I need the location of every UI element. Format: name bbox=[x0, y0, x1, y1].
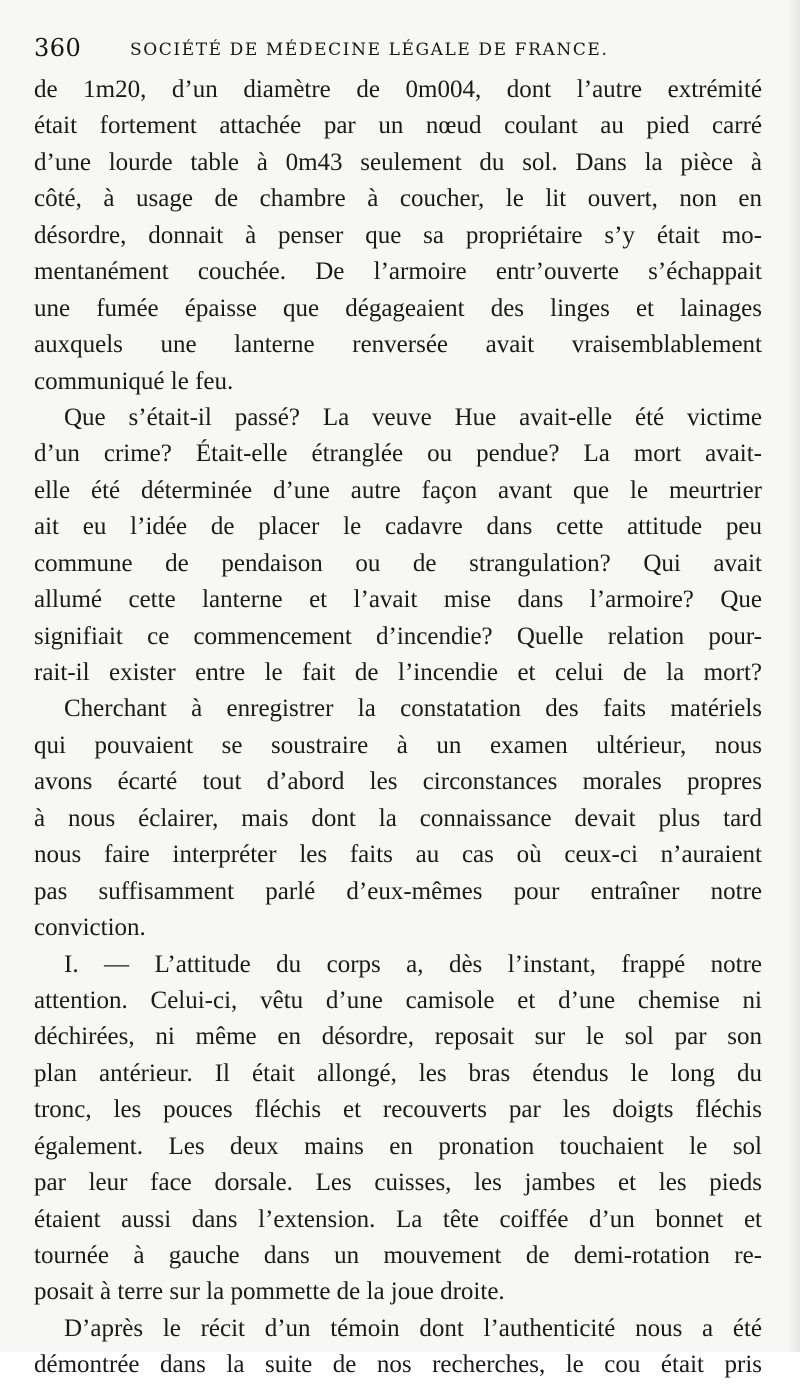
text-line: auxquels une lanterne renversée avait vraisemblablement bbox=[34, 331, 762, 359]
text-line: commune de pendaison ou de strangulation? Qui avait bbox=[34, 549, 762, 577]
text-line: communiqué le feu. bbox=[34, 367, 234, 395]
text-line: signifiait ce commencement d’incendie? Quelle relation pour- bbox=[34, 622, 762, 650]
text-line: également. Les deux mains en pronation touchaient le sol bbox=[34, 1132, 762, 1160]
text-line: d’une lourde table à 0m43 seulement du sol. Dans la pièce à bbox=[34, 148, 762, 176]
text-line: posait à terre sur la pommette de la joue droite. bbox=[34, 1278, 505, 1306]
text-line: I. — L’attitude du corps a, dès l’instant, frappé notre bbox=[64, 950, 762, 978]
paragraph bbox=[34, 691, 762, 946]
text-line: qui pouvaient se soustraire à un examen ultérieur, nous bbox=[34, 731, 762, 759]
paragraph bbox=[34, 72, 762, 400]
text-line: tronc, les pouces fléchis et recouverts par les doigts fléchis bbox=[34, 1096, 762, 1124]
paragraph bbox=[34, 947, 762, 1311]
text-line: Cherchant à enregistrer la constatation des faits matériels bbox=[64, 695, 762, 723]
page-number: 360 bbox=[34, 34, 82, 62]
text-line: D’après le récit d’un témoin dont l’authenticité nous a été bbox=[64, 1314, 762, 1342]
text-line: mentanément couchée. De l’armoire entr’ouverte s’échappait bbox=[34, 258, 762, 286]
text-line: d’un crime? Était-elle étranglée ou pendue? La mort avait- bbox=[34, 440, 762, 468]
journal-title: SOCIÉTÉ DE MÉDECINE LÉGALE DE FRANCE. bbox=[130, 40, 609, 60]
text-line: déchirées, ni même en désordre, reposait sur le sol par son bbox=[34, 1023, 762, 1051]
text-line: Que s’était-il passé? La veuve Hue avait-elle été victime bbox=[64, 403, 762, 431]
body-text bbox=[34, 72, 762, 1384]
text-line: rait-il exister entre le fait de l’incendie et celui de la mort? bbox=[34, 659, 762, 686]
text-line: démontrée dans la suite de nos recherches, le cou était pris bbox=[34, 1351, 762, 1379]
text-line: par leur face dorsale. Les cuisses, les jambes et les pieds bbox=[34, 1169, 762, 1197]
text-line: une fumée épaisse que dégageaient des linges et lainages bbox=[34, 294, 762, 322]
running-header bbox=[34, 34, 754, 68]
text-line: ait eu l’idée de placer le cadavre dans cette attitude peu bbox=[34, 513, 762, 541]
text-line: nous faire interpréter les faits au cas où ceux-ci n’auraient bbox=[34, 841, 762, 869]
text-line: étaient aussi dans l’extension. La tête coiffée d’un bonnet et bbox=[34, 1205, 762, 1233]
text-line: attention. Celui-ci, vêtu d’une camisole et d’une chemise ni bbox=[34, 986, 762, 1014]
text-line: elle été déterminée d’une autre façon avant que le meurtrier bbox=[34, 476, 762, 504]
text-line: tournée à gauche dans un mouvement de demi-rotation re- bbox=[34, 1242, 762, 1269]
text-line: allumé cette lanterne et l’avait mise dans l’armoire? Que bbox=[34, 586, 762, 614]
text-line: conviction. bbox=[34, 914, 146, 942]
text-line: pas suffisamment parlé d’eux-mêmes pour entraîner notre bbox=[34, 877, 762, 905]
paragraph bbox=[34, 400, 762, 692]
text-line: à nous éclairer, mais dont la connaissance devait plus tard bbox=[34, 804, 762, 832]
text-line: était fortement attachée par un nœud coulant au pied carré bbox=[34, 112, 762, 140]
text-line: avons écarté tout d’abord les circonstances morales propres bbox=[34, 768, 762, 796]
paragraph bbox=[34, 1311, 762, 1384]
text-line: de 1m20, d’un diamètre de 0m004, dont l’autre extrémité bbox=[34, 76, 762, 103]
text-line: désordre, donnait à penser que sa propriétaire s’y était mo- bbox=[34, 221, 762, 249]
text-line: côté, à usage de chambre à coucher, le lit ouvert, non en bbox=[34, 185, 762, 213]
text-line: plan antérieur. Il était allongé, les bras étendus le long du bbox=[34, 1059, 762, 1087]
page-edge-shadow bbox=[786, 0, 800, 1352]
